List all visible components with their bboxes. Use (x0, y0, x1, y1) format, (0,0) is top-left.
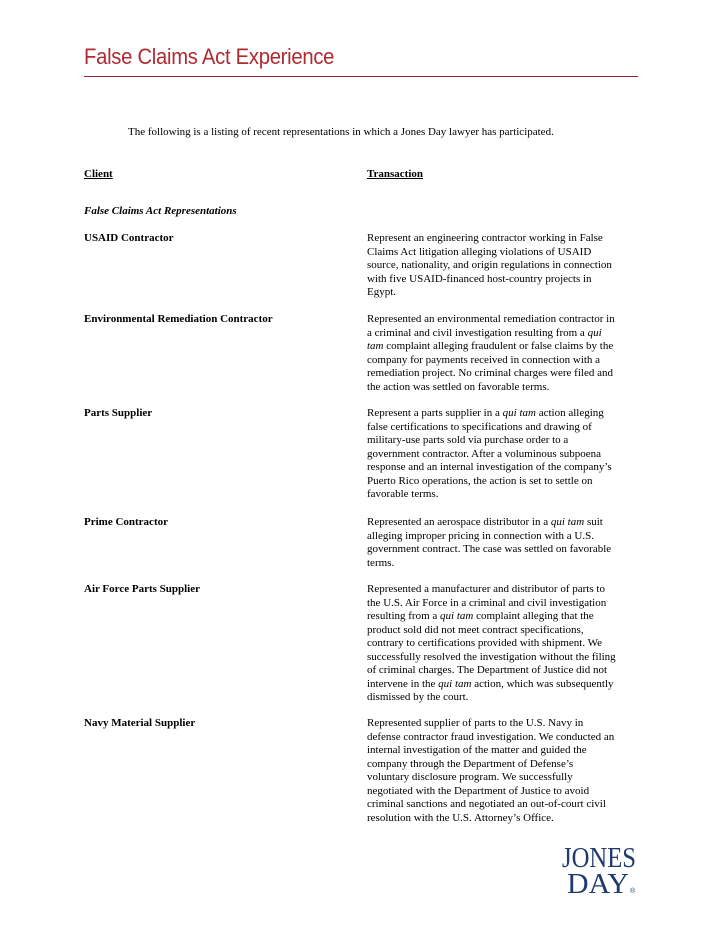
transaction-usaid-contractor: Represent an engineering contractor working in False Claims Act litigation alleging violations of USAID source, nationality, and origin regulations in connection with five USAID-financed host-country projects in Egypt. (367, 232, 612, 298)
client-air-force-parts-supplier: Air Force Parts Supplier (84, 583, 200, 595)
transaction-navy-material-supplier: Represented supplier of parts to the U.S. Navy in defense contractor fraud investigation. We conducted an internal investigation of the matter and guided the company through the Department of Defense’s voluntary disclosure program. We successfully negotiated with the Department of Justice to avoid criminal sanctions and negotiated an out-of-court civil resolution with the U.S. Attorney’s Office. (367, 717, 615, 824)
title-divider (84, 76, 638, 77)
client-prime-contractor: Prime Contractor (84, 516, 168, 528)
logo-line-2: DAY (567, 869, 629, 898)
logo-line-1: JONES (562, 843, 636, 874)
page-title: False Claims Act Experience (84, 44, 335, 69)
intro-text: The following is a listing of recent representations in which a Jones Day lawyer has participated. (128, 126, 554, 138)
jones-day-logo (562, 842, 638, 898)
client-environmental-remediation-contractor: Environmental Remediation Contractor (84, 313, 273, 325)
client-column-header: Client (84, 168, 113, 180)
client-navy-material-supplier: Navy Material Supplier (84, 717, 196, 729)
transaction-air-force-parts-supplier: Represented a manufacturer and distributor of parts to the U.S. Air Force in a criminal and civil investigation resulting from a qui tam complaint alleging that the product sold did not meet contract specifications, contrary to certifications provided with shipment. We successfully resolved the investigation without the filing of criminal charges. The Department of Justice did not intervene in the qui tam action, which was subsequently dismissed by the court. (367, 583, 616, 703)
transaction-prime-contractor: Represented an aerospace distributor in a qui tam suit alleging improper pricing in connection with a U.S. government contract. The case was settled on favorable terms. (367, 516, 612, 569)
registered-mark: ® (630, 888, 636, 895)
section-label: False Claims Act Representations (84, 205, 237, 217)
transaction-column-header: Transaction (367, 168, 424, 180)
client-usaid-contractor: USAID Contractor (84, 232, 174, 244)
client-parts-supplier: Parts Supplier (84, 407, 153, 419)
transaction-environmental-remediation-contractor: Represented an environmental remediation contractor in a criminal and civil investigation resulting from a qui tam complaint alleging fraudulent or false claims by the company for payments received in connection with a remediation project. No criminal charges were filed and the action was settled on favorable terms. (367, 313, 615, 393)
transaction-parts-supplier: Represent a parts supplier in a qui tam action alleging false certifications to specifications and drawing of military-use parts sold via purchase order to a government contractor. After a voluminous subpoena response and an internal investigation of the company’s Puerto Rico operations, the action is set to settle on favorable terms. (367, 407, 612, 500)
